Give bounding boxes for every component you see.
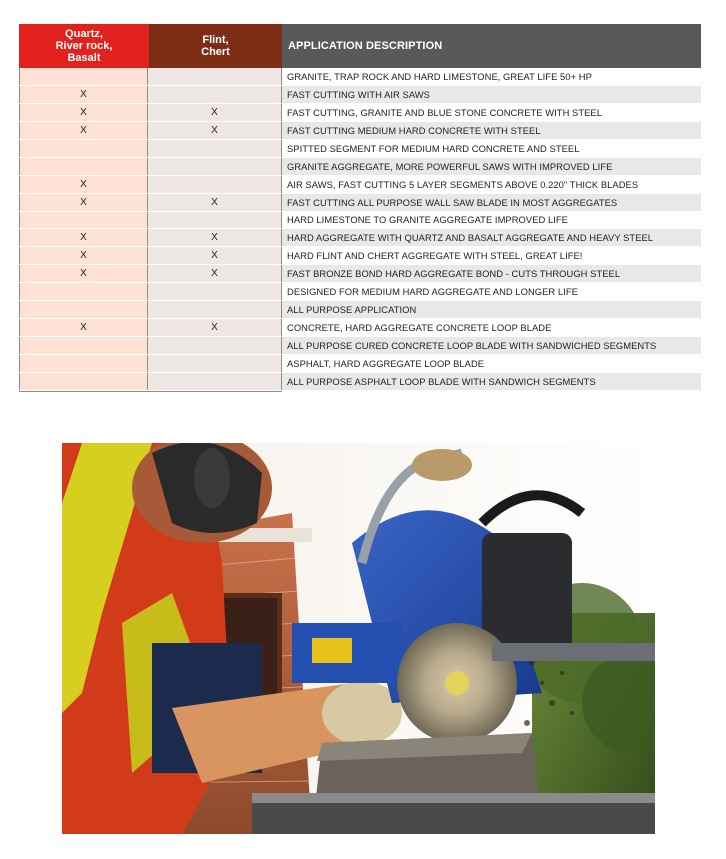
flint-mark-cell: X xyxy=(148,247,282,264)
flint-mark-cell xyxy=(148,337,282,354)
table-row xyxy=(19,194,701,212)
table-row xyxy=(19,104,701,122)
table-row xyxy=(19,247,701,265)
header-application-description: APPLICATION DESCRIPTION xyxy=(282,24,701,68)
quartz-mark-cell: X xyxy=(19,176,148,193)
application-description-cell: ALL PURPOSE ASPHALT LOOP BLADE WITH SANDWICH SEGMENTS xyxy=(282,373,701,390)
flint-mark-cell: X xyxy=(148,229,282,246)
table-row xyxy=(19,176,701,194)
application-description-cell: ASPHALT, HARD AGGREGATE LOOP BLADE xyxy=(282,355,701,372)
table-row xyxy=(19,68,701,86)
application-description-cell: ALL PURPOSE CURED CONCRETE LOOP BLADE WITH SANDWICHED SEGMENTS xyxy=(282,337,701,354)
flint-mark-cell xyxy=(148,68,282,85)
quartz-mark-cell: X xyxy=(19,319,148,336)
table-body xyxy=(19,68,701,391)
quartz-mark-cell: X xyxy=(19,265,148,282)
flint-mark-cell xyxy=(148,301,282,318)
header-quartz-river-rock-basalt: Quartz, River rock, Basalt xyxy=(19,24,149,68)
quartz-mark-cell: X xyxy=(19,122,148,139)
table-row xyxy=(19,319,701,337)
application-description-cell: HARD FLINT AND CHERT AGGREGATE WITH STEEL, GREAT LIFE! xyxy=(282,247,701,264)
quartz-mark-cell: X xyxy=(19,86,148,103)
quartz-mark-cell: X xyxy=(19,194,148,211)
quartz-mark-cell xyxy=(19,301,148,318)
flint-mark-cell xyxy=(148,373,282,390)
quartz-mark-cell: X xyxy=(19,247,148,264)
table-row xyxy=(19,301,701,319)
quartz-mark-cell xyxy=(19,158,148,175)
flint-mark-cell: X xyxy=(148,104,282,121)
quartz-mark-cell: X xyxy=(19,104,148,121)
table-row xyxy=(19,212,701,230)
application-description-cell: FAST CUTTING, GRANITE AND BLUE STONE CONCRETE WITH STEEL xyxy=(282,104,701,121)
table-row xyxy=(19,355,701,373)
application-description-cell: FAST BRONZE BOND HARD AGGREGATE BOND - CUTS THROUGH STEEL xyxy=(282,265,701,282)
application-description-cell: FAST CUTTING WITH AIR SAWS xyxy=(282,86,701,103)
flint-mark-cell xyxy=(148,212,282,229)
saw-cutting-photo xyxy=(62,443,655,834)
quartz-mark-cell xyxy=(19,355,148,372)
table-row xyxy=(19,140,701,158)
application-description-cell: HARD LIMESTONE TO GRANITE AGGREGATE IMPROVED LIFE xyxy=(282,212,701,229)
application-description-cell: SPITTED SEGMENT FOR MEDIUM HARD CONCRETE AND STEEL xyxy=(282,140,701,157)
application-description-cell: FAST CUTTING ALL PURPOSE WALL SAW BLADE IN MOST AGGREGATES xyxy=(282,194,701,211)
flint-mark-cell xyxy=(148,158,282,175)
table-header xyxy=(19,24,701,68)
application-description-cell: DESIGNED FOR MEDIUM HARD AGGREGATE AND LONGER LIFE xyxy=(282,283,701,300)
aggregate-application-table xyxy=(19,24,701,392)
application-description-cell: HARD AGGREGATE WITH QUARTZ AND BASALT AGGREGATE AND HEAVY STEEL xyxy=(282,229,701,246)
flint-mark-cell: X xyxy=(148,122,282,139)
application-description-cell: GRANITE AGGREGATE, MORE POWERFUL SAWS WITH IMPROVED LIFE xyxy=(282,158,701,175)
table-row xyxy=(19,283,701,301)
flint-mark-cell xyxy=(148,86,282,103)
table-row xyxy=(19,158,701,176)
flint-mark-cell: X xyxy=(148,319,282,336)
table-row xyxy=(19,337,701,355)
table-row xyxy=(19,229,701,247)
quartz-mark-cell xyxy=(19,140,148,157)
application-description-cell: ALL PURPOSE APPLICATION xyxy=(282,301,701,318)
table-row xyxy=(19,86,701,104)
quartz-mark-cell xyxy=(19,68,148,85)
table-row xyxy=(19,122,701,140)
quartz-mark-cell xyxy=(19,337,148,354)
header-flint-chert: Flint, Chert xyxy=(149,24,282,68)
application-description-cell: CONCRETE, HARD AGGREGATE CONCRETE LOOP BLADE xyxy=(282,319,701,336)
application-description-cell: AIR SAWS, FAST CUTTING 5 LAYER SEGMENTS ABOVE 0.220" THICK BLADES xyxy=(282,176,701,193)
quartz-mark-cell xyxy=(19,373,148,390)
flint-mark-cell: X xyxy=(148,265,282,282)
quartz-mark-cell: X xyxy=(19,229,148,246)
flint-mark-cell xyxy=(148,283,282,300)
flint-mark-cell xyxy=(148,355,282,372)
flint-mark-cell: X xyxy=(148,194,282,211)
table-row xyxy=(19,265,701,283)
application-description-cell: FAST CUTTING MEDIUM HARD CONCRETE WITH STEEL xyxy=(282,122,701,139)
quartz-mark-cell xyxy=(19,283,148,300)
quartz-mark-cell xyxy=(19,212,148,229)
table-bottom-border xyxy=(19,391,282,392)
application-description-cell: GRANITE, TRAP ROCK AND HARD LIMESTONE, GREAT LIFE 50+ HP xyxy=(282,68,701,85)
table-row xyxy=(19,373,701,391)
flint-mark-cell xyxy=(148,176,282,193)
flint-mark-cell xyxy=(148,140,282,157)
